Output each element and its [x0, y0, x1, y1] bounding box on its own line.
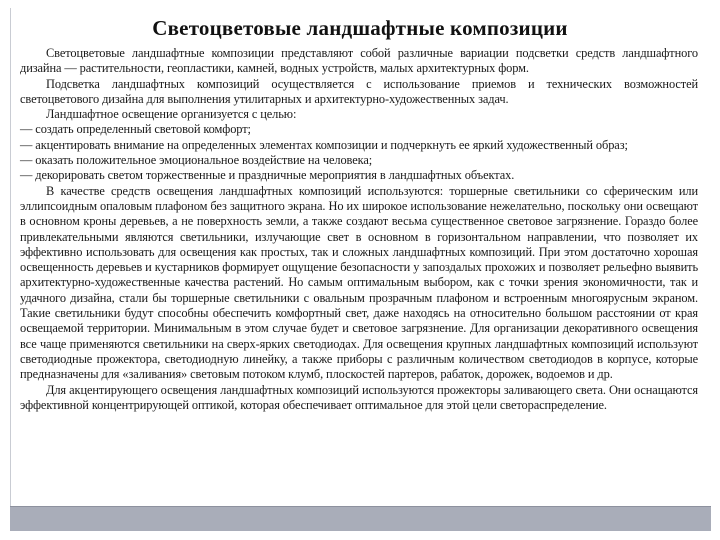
- slide-title: Светоцветовые ландшафтные композиции: [152, 16, 568, 40]
- slide-body: [20, 46, 698, 413]
- paragraph-backlighting: Подсветка ландшафтных композиций осуществляется с использование приемов и технических возможностей светоцветового дизайна для выполнения утилитарных и архитектурно-художественных задач.: [20, 76, 698, 106]
- list-item-emotional: — оказать положительное эмоциональное воздействие на человека;: [20, 153, 373, 168]
- paragraph-lighting-means: В качестве средств освещения ландшафтных композиций используются: торшерные светильники со сферическим или эллипсоидным опаловым плафоном без защитного экрана. Но их широкое использование нежелательно, поскольку они освещают в основном кроны деревьев, а не поверхность земли, а также создают весьма существенное световое загрязнение. Гораздо более привлекательными являются светильники, излучающие свет в основном в горизонтальном направлении, что позволяет их эффективно использовать для освещения как простых, так и сложных ландшафтных композиций. При этом достаточно хорошая освещенность деревьев и кустарников формирует ощущение безопасности у запоздалых прохожих и позволяет рельефно выявить архитектурно-художественные качества растений. Но самым оптимальным выбором, как с точки зрения экономичности, так и удачного дизайна, стали бы торшерные светильники с овальным прозрачным плафоном и встроенным многоярусным экраном. Такие светильники будут способны обеспечить комфортный свет, даже находясь на относительно большом расстоянии от края освещаемой территории. Минимальным в этом случае будет и световое загрязнение. Для организации декоративного освещения все чаще применяются светильники на сверх-ярких светодиодах. Для освещения крупных ландшафтных композиций используют светодиодные прожектора, светодиодную линейку, а также приборы с различным количеством светодиодов в корпусе, которые предназначены для «заливания» световым потоком клумб, плоскостей партеров, рабаток, дорожек, водоемов и др.: [20, 183, 698, 382]
- paragraph-accent-lighting: Для акцентирующего освещения ландшафтных композиций используются прожекторы заливающего света. Они оснащаются эффективной концентрирующей оптикой, которая обеспечивает оптимальное для этой цели светораспределение.: [20, 382, 698, 412]
- paragraph-purpose-heading: Ландшафтное освещение организуется с целью:: [46, 107, 297, 122]
- list-item-decorate: — декорировать светом торжественные и праздничные мероприятия в ландшафтных объектах.: [20, 168, 515, 183]
- bottom-bar: [10, 506, 711, 531]
- paragraph-intro: Светоцветовые ландшафтные композиции представляют собой различные вариации подсветки средств ландшафтного дизайна — растительности, геопластики, камней, водных устройств, малых архитектурных форм.: [20, 46, 698, 76]
- list-item-accent: — акцентировать внимание на определенных элементах композиции и подчеркнуть ее яркий художественный образ;: [20, 137, 628, 152]
- list-item-comfort: — создать определенный световой комфорт;: [20, 122, 251, 137]
